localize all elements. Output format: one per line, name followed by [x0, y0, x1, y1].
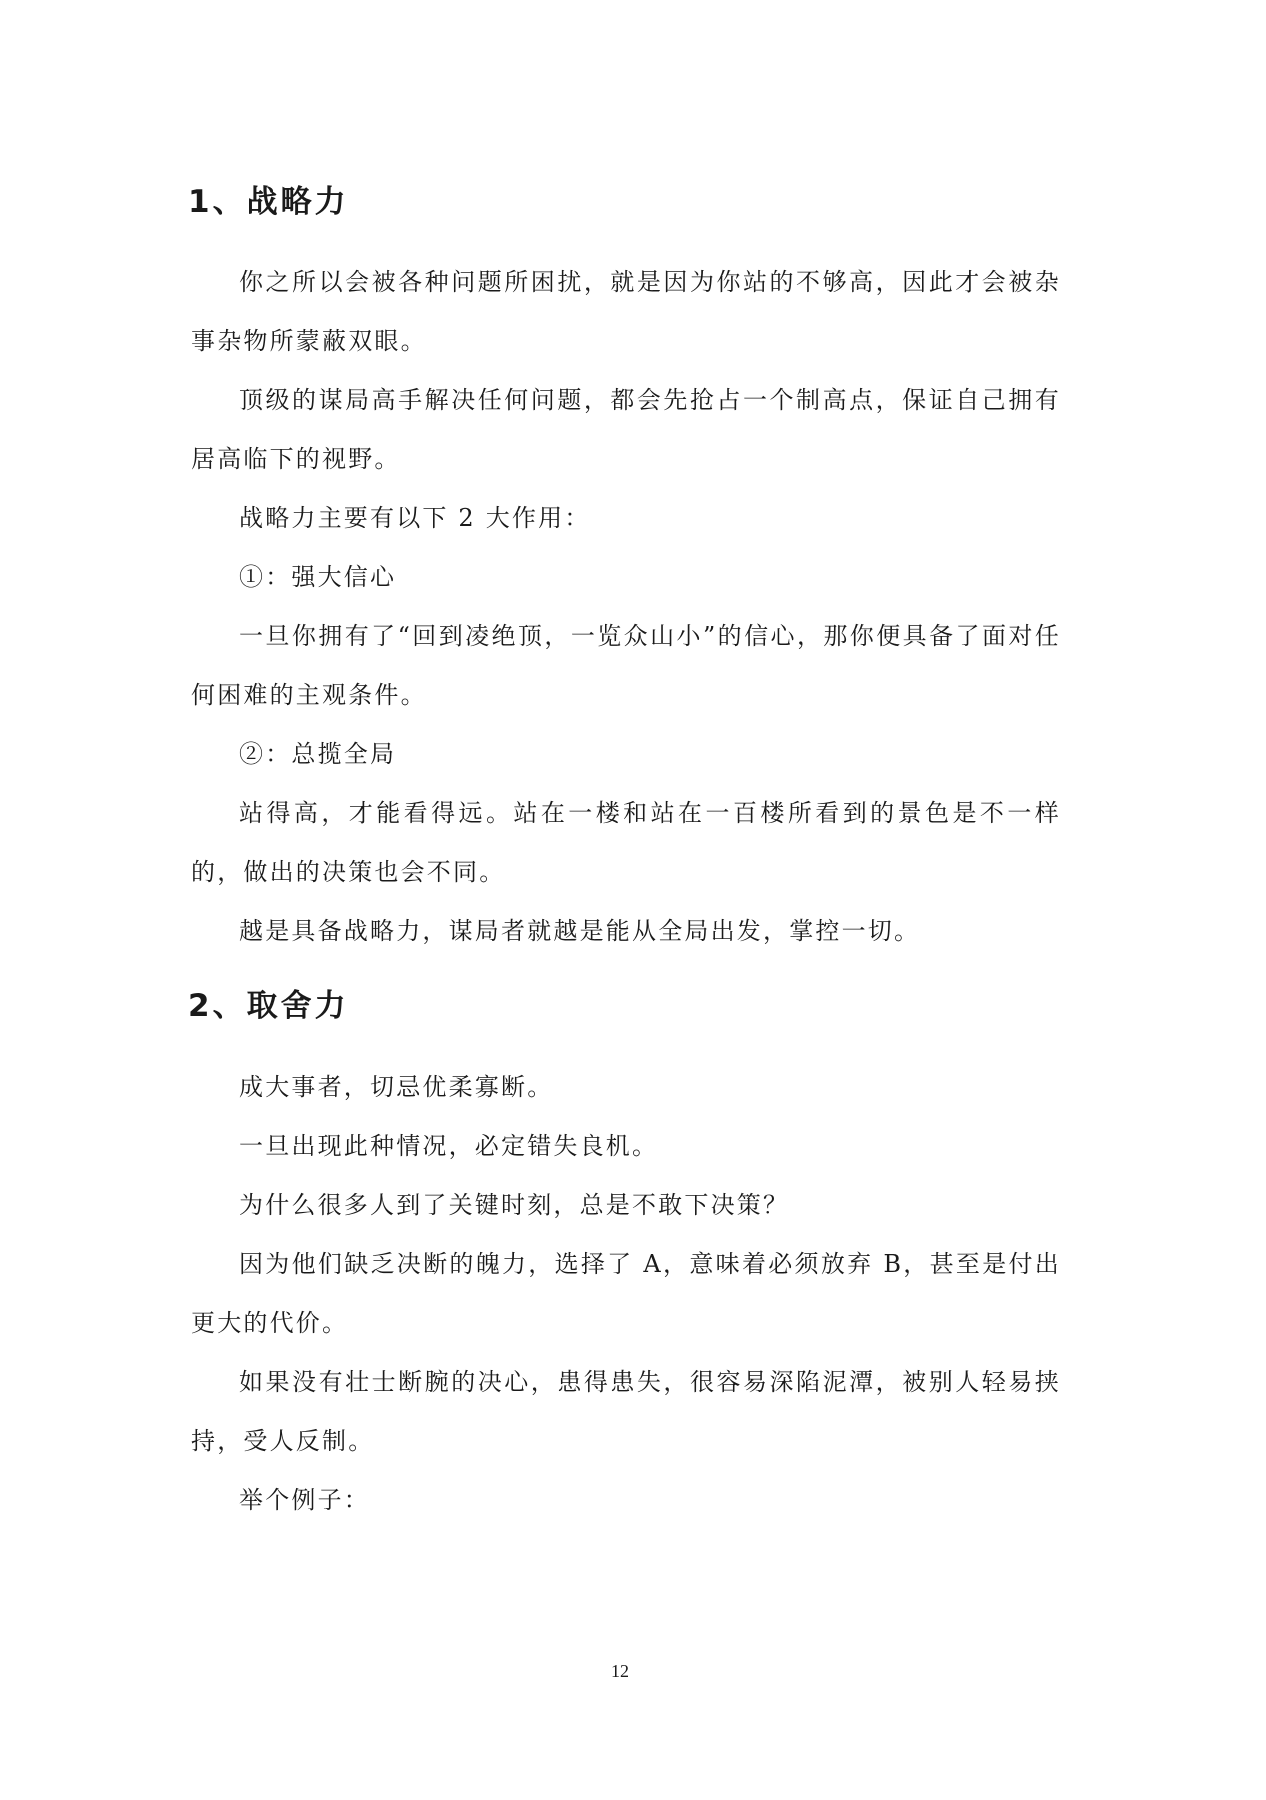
page-number: 12 — [611, 1661, 629, 1681]
paragraph: 一旦你拥有了“回到凌绝顶，一览众山小”的信心，那你便具备了面对任何困难的主观条件。 — [191, 622, 1061, 709]
paragraph: 举个例子： — [239, 1486, 370, 1514]
list-item-heading: ①：强大信心 — [239, 563, 397, 591]
paragraph: 成大事者，切忌优柔寡断。 — [239, 1073, 554, 1101]
section-heading-tradeoff: 2、取舍力 — [188, 988, 349, 1024]
paragraph: 站得高，才能看得远。站在一楼和站在一百楼所看到的景色是不一样的，做出的决策也会不同。 — [191, 799, 1061, 886]
paragraph: 一旦出现此种情况，必定错失良机。 — [239, 1132, 659, 1160]
paragraph: 你之所以会被各种问题所困扰，就是因为你站的不够高，因此才会被杂事杂物所蒙蔽双眼。 — [191, 268, 1061, 355]
paragraph: 因为他们缺乏决断的魄力，选择了 A，意味着必须放弃 B，甚至是付出更大的代价。 — [191, 1250, 1061, 1337]
paragraph: 如果没有壮士断腕的决心，患得患失，很容易深陷泥潭，被别人轻易挟持，受人反制。 — [191, 1368, 1061, 1455]
list-item-heading: ②：总揽全局 — [239, 740, 397, 768]
paragraph: 战略力主要有以下 2 大作用： — [239, 504, 591, 532]
paragraph: 越是具备战略力，谋局者就越是能从全局出发，掌控一切。 — [239, 917, 921, 945]
paragraph: 顶级的谋局高手解决任何问题，都会先抢占一个制高点，保证自己拥有居高临下的视野。 — [191, 386, 1061, 473]
section-heading-strategy: 1、战略力 — [188, 184, 349, 220]
paragraph: 为什么很多人到了关键时刻，总是不敢下决策？ — [239, 1191, 790, 1219]
